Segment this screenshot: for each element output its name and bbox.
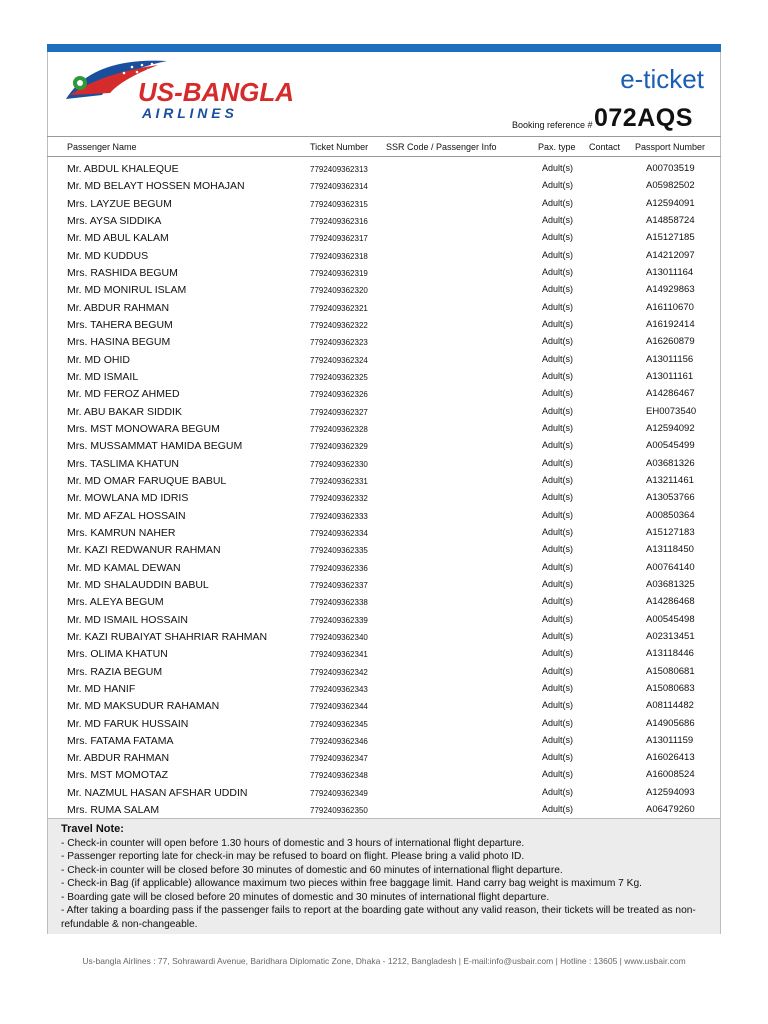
pax-type: Adult(s) [542, 370, 574, 381]
passport-number: A13011156 [646, 353, 694, 365]
ticket-number: 7792409362346 [310, 736, 368, 746]
table-row [0, 507, 768, 524]
table-row [0, 160, 768, 177]
passenger-name: Mrs. RAZIA BEGUM [67, 665, 163, 678]
ticket-number: 7792409362320 [310, 286, 368, 296]
ticket-number: 7792409362327 [310, 407, 368, 417]
pax-type: Adult(s) [542, 214, 574, 225]
ticket-number: 7792409362328 [310, 424, 368, 434]
ticket-number: 7792409362324 [310, 355, 368, 365]
passport-number: A00703519 [646, 163, 695, 174]
airline-logo [62, 55, 342, 125]
ticket-number: 7792409362335 [310, 546, 368, 556]
pax-type: Adult(s) [542, 734, 574, 745]
table-row [0, 299, 768, 316]
pax-type: Adult(s) [542, 492, 574, 503]
passport-number: A05982502 [646, 180, 695, 192]
table-row [0, 489, 768, 506]
table-row [0, 593, 768, 610]
pax-type: Adult(s) [542, 388, 574, 399]
ticket-number: 7792409362319 [310, 268, 368, 278]
ticket-number: 7792409362336 [310, 563, 368, 573]
table-row [0, 541, 768, 558]
col-header-name: Passenger Name [67, 142, 137, 152]
passenger-name: Mr. MD FEROZ AHMED [67, 388, 180, 401]
pax-type: Adult(s) [542, 353, 574, 364]
table-header-rule [47, 156, 721, 157]
passport-number: A02313451 [646, 630, 695, 642]
table-row [0, 368, 768, 385]
table-row [0, 645, 768, 662]
passenger-name: Mr. KAZI REDWANUR RAHMAN [67, 544, 221, 557]
pax-type: Adult(s) [542, 163, 574, 173]
pax-type: Adult(s) [542, 665, 574, 676]
logo-globe-icon [62, 55, 342, 125]
passenger-name: Mr. MD AFZAL HOSSAIN [67, 509, 186, 522]
ticket-number: 7792409362345 [310, 719, 368, 729]
passport-number: A15080681 [646, 665, 695, 677]
ticket-number: 7792409362338 [310, 598, 368, 608]
pax-type: Adult(s) [542, 180, 574, 191]
table-row [0, 229, 768, 246]
doc-title: e-ticket [620, 64, 704, 94]
passport-number: A15080683 [646, 682, 695, 694]
travel-note-line: - Boarding gate will be closed before 20 minutes of domestic and 30 minutes of international flight departure. [61, 891, 550, 903]
passport-number: A14858724 [646, 214, 695, 226]
pax-type: Adult(s) [542, 284, 574, 295]
pax-type: Adult(s) [542, 561, 574, 572]
pax-type: Adult(s) [542, 440, 574, 451]
passenger-name: Mr. MD ABUL KALAM [67, 232, 169, 245]
passport-number: A03681325 [646, 578, 695, 590]
pax-type: Adult(s) [542, 717, 574, 728]
passport-number: A13118446 [646, 648, 694, 660]
ticket-number: 7792409362344 [310, 702, 368, 712]
pax-type: Adult(s) [542, 544, 574, 555]
ticket-number: 7792409362333 [310, 511, 368, 521]
table-row [0, 455, 768, 472]
ticket-number: 7792409362340 [310, 632, 368, 642]
table-row [0, 212, 768, 229]
table-row [0, 177, 768, 194]
passenger-name: Mr. ABU BAKAR SIDDIK [67, 405, 182, 418]
passport-number: A12594093 [646, 786, 695, 798]
passenger-name: Mr. MD OMAR FARUQUE BABUL [67, 474, 227, 487]
passenger-name: Mrs. TASLIMA KHATUN [67, 457, 180, 470]
pax-type: Adult(s) [542, 474, 574, 485]
table-row [0, 333, 768, 350]
ticket-number: 7792409362342 [310, 667, 368, 677]
ticket-number: 7792409362325 [310, 372, 368, 382]
airline-sub: A I R L I N E S [142, 105, 234, 121]
pax-type: Adult(s) [542, 786, 574, 797]
ticket-number: 7792409362315 [310, 199, 368, 209]
passenger-name: Mr. NAZMUL HASAN AFSHAR UDDIN [67, 786, 248, 799]
passport-number: A14286468 [646, 596, 695, 608]
pax-type: Adult(s) [542, 336, 574, 347]
passport-number: A00764140 [646, 561, 695, 573]
table-row [0, 576, 768, 593]
table-row [0, 628, 768, 645]
pax-type: Adult(s) [542, 422, 574, 433]
passenger-name: Mr. MD KUDDUS [67, 249, 149, 262]
pax-type: Adult(s) [542, 769, 574, 780]
passport-number: A14212097 [646, 249, 695, 261]
pax-type: Adult(s) [542, 596, 574, 607]
passenger-name: Mrs. HASINA BEGUM [67, 336, 171, 349]
table-row [0, 766, 768, 783]
ticket-number: 7792409362332 [310, 494, 368, 504]
pax-type: Adult(s) [542, 526, 574, 537]
pax-type: Adult(s) [542, 752, 574, 763]
passenger-name: Mr. MD ISMAIL HOSSAIN [67, 613, 188, 626]
passenger-name: Mr. MD HANIF [67, 682, 136, 695]
pax-type: Adult(s) [542, 509, 574, 520]
travel-note [48, 818, 720, 934]
ticket-number: 7792409362323 [310, 338, 368, 348]
passport-number: A14905686 [646, 717, 695, 729]
ticket-number: 7792409362334 [310, 528, 368, 538]
travel-note-line: - Check-in counter will be closed before 30 minutes of domestic and 60 minutes of international flight departure. [61, 864, 563, 876]
table-row [0, 195, 768, 212]
ticket-number: 7792409362341 [310, 650, 368, 660]
table-row [0, 385, 768, 402]
passport-number: EH0073540 [646, 405, 697, 417]
passenger-name: Mr. MD OHID [67, 353, 130, 366]
ticket-number: 7792409362318 [310, 251, 368, 261]
table-row [0, 247, 768, 264]
passenger-table [0, 160, 768, 818]
passenger-name: Mr. MD BELAYT HOSSEN MOHAJAN [67, 180, 245, 193]
table-row [0, 403, 768, 420]
passenger-name: Mrs. FATAMA FATAMA [67, 734, 174, 747]
travel-note-line: - Check-in counter will open before 1.30 hours of domestic and 3 hours of international flight departure. [61, 837, 525, 849]
passport-number: A16260879 [646, 336, 695, 348]
ticket-number: 7792409362350 [310, 806, 368, 816]
pax-type: Adult(s) [542, 266, 574, 277]
pax-type: Adult(s) [542, 630, 574, 641]
passport-number: A00545498 [646, 613, 695, 625]
table-row [0, 524, 768, 541]
pax-type: Adult(s) [542, 648, 574, 659]
passenger-name: Mrs. TAHERA BEGUM [67, 318, 173, 331]
passenger-name: Mr. MD KAMAL DEWAN [67, 561, 181, 574]
passport-number: A13011164 [646, 266, 694, 278]
passenger-name: Mr. MD MONIRUL ISLAM [67, 284, 187, 297]
booking-label: Booking reference # [512, 120, 593, 130]
col-header-ticket: Ticket Number [310, 142, 369, 152]
col-header-contact: Contact [589, 142, 621, 152]
passport-number: A13211461 [646, 474, 694, 486]
table-row [0, 663, 768, 680]
passport-number: A14286467 [646, 388, 695, 400]
travel-note-line: - After taking a boarding pass if the passenger fails to report at the boarding gate without any valid reason, their tickets will be treated as non-refundable & non-changeable. [61, 905, 696, 930]
passport-number: A16110670 [646, 301, 694, 313]
passenger-name: Mr. ABDUL KHALEQUE [67, 163, 179, 175]
pax-type: Adult(s) [542, 700, 574, 711]
table-row [0, 281, 768, 298]
passport-number: A13053766 [646, 492, 695, 504]
table-row [0, 316, 768, 333]
passport-number: A16192414 [646, 318, 695, 330]
passport-number: A12594092 [646, 422, 695, 434]
ticket-number: 7792409362317 [310, 234, 368, 244]
passport-number: A08114482 [646, 700, 694, 712]
passenger-name: Mr. KAZI RUBAIYAT SHAHRIAR RAHMAN [67, 630, 268, 643]
passport-number: A13011161 [646, 370, 694, 382]
table-row [0, 715, 768, 732]
ticket-number: 7792409362347 [310, 754, 368, 764]
passenger-name: Mr. ABDUR RAHMAN [67, 752, 170, 765]
passport-number: A12594091 [646, 197, 695, 209]
col-header-pax: Pax. type [538, 142, 576, 152]
pax-type: Adult(s) [542, 682, 574, 693]
passenger-name: Mr. MD SHALAUDDIN BABUL [67, 578, 209, 591]
travel-note-line: - Check-in Bag (if applicable) allowance maximum two pieces within free baggage limit. Hand carry bag weight is maximum 7 Kg. [61, 878, 642, 889]
ticket-number: 7792409362326 [310, 390, 368, 400]
booking-reference: 072AQS [594, 104, 693, 132]
table-row [0, 351, 768, 368]
table-row [0, 420, 768, 437]
ticket-number: 7792409362337 [310, 580, 368, 590]
ticket-number: 7792409362329 [310, 442, 368, 452]
pax-type: Adult(s) [542, 249, 574, 260]
ticket-number: 7792409362316 [310, 216, 368, 226]
ticket-number: 7792409362313 [310, 165, 368, 174]
passenger-name: Mr. MD MAKSUDUR RAHAMAN [67, 700, 220, 713]
passenger-name: Mrs. ALEYA BEGUM [67, 596, 164, 609]
passenger-name: Mrs. OLIMA KHATUN [67, 648, 168, 661]
table-row [0, 437, 768, 454]
header-bar [47, 44, 721, 52]
passenger-name: Mr. MD ISMAIL [67, 370, 139, 383]
passenger-name: Mr. ABDUR RAHMAN [67, 301, 170, 314]
passenger-name: Mrs. MUSSAMMAT HAMIDA BEGUM [67, 440, 243, 453]
passport-number: A03681326 [646, 457, 695, 469]
ticket-number: 7792409362348 [310, 771, 368, 781]
table-top-rule [47, 136, 721, 137]
passenger-name: Mr. MOWLANA MD IDRIS [67, 492, 189, 505]
airline-name: US-BANGLA [138, 77, 294, 107]
passenger-name: Mrs. LAYZUE BEGUM [67, 197, 172, 210]
passenger-name: Mrs. RUMA SALAM [67, 804, 160, 817]
passenger-name: Mrs. AYSA SIDDIKA [67, 214, 162, 227]
table-row [0, 472, 768, 489]
ticket-number: 7792409362349 [310, 788, 368, 798]
table-row [0, 264, 768, 281]
ticket-number: 7792409362331 [310, 476, 368, 486]
passenger-name: Mrs. RASHIDA BEGUM [67, 266, 178, 279]
pax-type: Adult(s) [542, 804, 574, 815]
passport-number: A16026413 [646, 752, 695, 764]
passport-number: A16008524 [646, 769, 695, 781]
ticket-number: 7792409362321 [310, 303, 368, 313]
passport-number: A13118450 [646, 544, 694, 556]
pax-type: Adult(s) [542, 318, 574, 329]
table-row [0, 784, 768, 801]
ticket-number: 7792409362322 [310, 320, 368, 330]
pax-type: Adult(s) [542, 457, 574, 468]
passport-number: A15127185 [646, 232, 695, 244]
table-row [0, 697, 768, 714]
travel-note-title: Travel Note: [61, 823, 124, 835]
ticket-number: 7792409362339 [310, 615, 368, 625]
passenger-name: Mrs. KAMRUN NAHER [67, 526, 176, 539]
pax-type: Adult(s) [542, 232, 574, 243]
col-header-passport: Passport Number [635, 142, 706, 152]
table-row [0, 611, 768, 628]
passport-number: A06479260 [646, 804, 695, 816]
pax-type: Adult(s) [542, 301, 574, 312]
passport-number: A14929863 [646, 284, 695, 296]
pax-type: Adult(s) [542, 578, 574, 589]
passenger-name: Mrs. MST MONOWARA BEGUM [67, 422, 220, 435]
ticket-number: 7792409362314 [310, 182, 368, 192]
passport-number: A00545499 [646, 440, 695, 452]
table-row [0, 732, 768, 749]
passport-number: A15127183 [646, 526, 695, 538]
table-row [0, 559, 768, 576]
passport-number: A13011159 [646, 734, 694, 746]
pax-type: Adult(s) [542, 197, 574, 208]
passenger-name: Mrs. MST MOMOTAZ [67, 769, 169, 782]
footer-contact: Us-bangla Airlines : 77, Sohrawardi Avenue, Baridhara Diplomatic Zone, Dhaka - 1212, Bangladesh | E-mail:info@usbair.com | Hotline : 13605 | www.usbair.com [82, 956, 686, 966]
col-header-ssr: SSR Code / Passenger Info [386, 142, 497, 152]
table-row [0, 680, 768, 697]
travel-note-line: - Passenger reporting late for check-in may be refused to board on flight. Please bring a valid photo ID. [61, 851, 525, 862]
table-row [0, 801, 768, 818]
passport-number: A00850364 [646, 509, 695, 521]
ticket-number: 7792409362330 [310, 459, 368, 469]
pax-type: Adult(s) [542, 613, 574, 624]
table-row [0, 749, 768, 766]
passenger-name: Mr. MD FARUK HUSSAIN [67, 717, 189, 730]
ticket-number: 7792409362343 [310, 684, 368, 694]
pax-type: Adult(s) [542, 405, 574, 416]
